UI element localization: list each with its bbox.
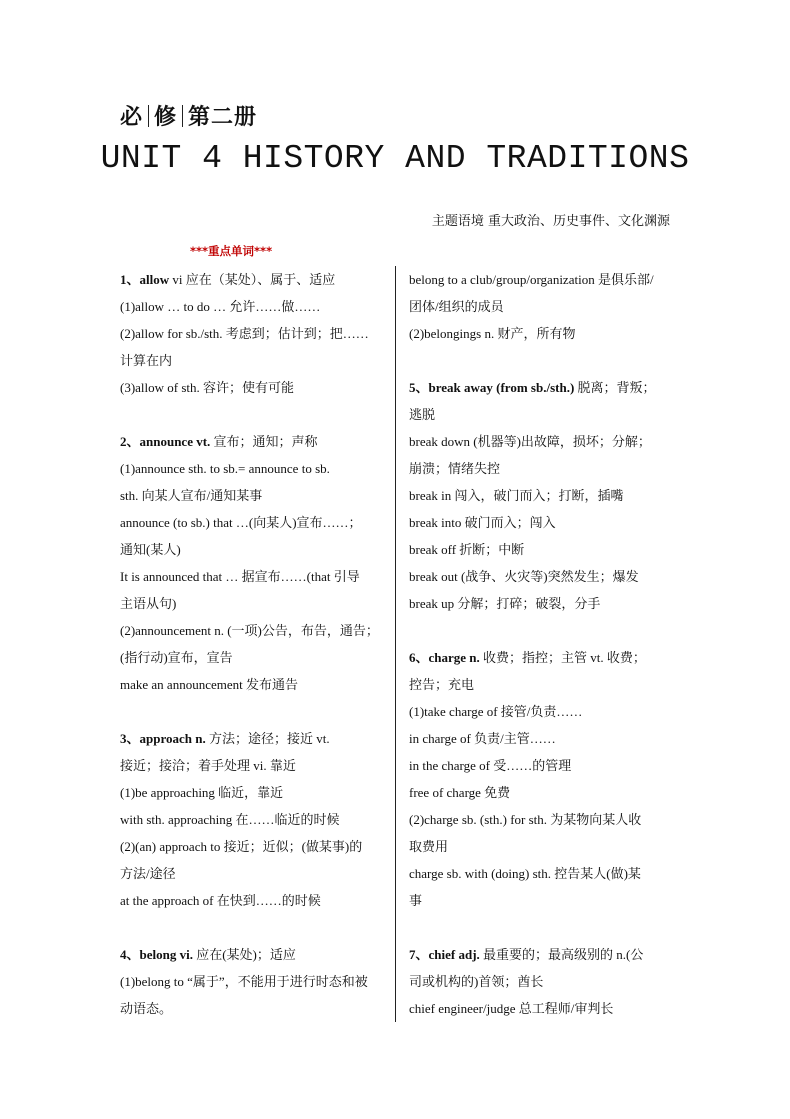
line-spacer	[120, 914, 382, 941]
entry-text: chief engineer/judge 总工程师/审判长	[409, 1001, 614, 1016]
entry-text-line	[120, 644, 382, 671]
entry-text: (1)announce sth. to sb.= announce to sb.	[120, 461, 330, 476]
entry-text-line	[409, 887, 671, 914]
entry-text: 收费；指控；主管 vt. 收费；	[479, 650, 646, 665]
line-spacer	[409, 347, 671, 374]
entry-text: sth. 向某人宣布/通知某事	[120, 488, 263, 503]
entry-text-line	[409, 968, 671, 995]
entry-text: break in 闯入，破门而入；打断，插嘴	[409, 488, 624, 503]
entry-headword: 3、approach n.	[120, 731, 206, 746]
entry-heading-line	[120, 266, 382, 293]
entry-headword: 7、chief adj.	[409, 947, 480, 962]
entry-text: 脱离；背叛；	[574, 380, 656, 395]
entry-text: announce (to sb.) that …(向某人)宣布……；	[120, 515, 362, 530]
entry-text: with sth. approaching 在……临近的时候	[120, 812, 340, 827]
entry-text: 动语态。	[120, 1001, 173, 1016]
entry-text: 最重要的；最高级别的 n.(公	[479, 947, 644, 962]
entry-text: 接近；接洽；着手处理 vi. 靠近	[120, 758, 296, 773]
right-column	[409, 266, 671, 1022]
entry-text-line	[409, 752, 671, 779]
entry-text: 应在(某处)；适应	[192, 947, 296, 962]
entry-text: (1)be approaching 临近，靠近	[120, 785, 284, 800]
entry-text-line	[120, 374, 382, 401]
line-spacer	[120, 698, 382, 725]
entry-text-line	[409, 293, 671, 320]
entry-text-line	[120, 752, 382, 779]
entry-text: 控告；充电	[409, 677, 475, 692]
entry-text: (2)allow for sb./sth. 考虑到；估计到；把……	[120, 326, 369, 341]
entry-text: break out (战争、火灾等)突然发生；爆发	[409, 569, 639, 584]
entry-text-line	[409, 995, 671, 1022]
entry-text: 崩溃；情绪失控	[409, 461, 501, 476]
entry-text-line	[120, 563, 382, 590]
entry-text-line	[409, 671, 671, 698]
entry-text: break down (机器等)出故障，损坏；分解；	[409, 434, 651, 449]
entry-text-line	[409, 509, 671, 536]
entry-text: in charge of 负责/主管……	[409, 731, 556, 746]
entry-text-line	[409, 401, 671, 428]
entry-text-line	[409, 266, 671, 293]
entry-headword: 4、belong vi.	[120, 947, 193, 962]
entry-text: (指行动)宣布，宣告	[120, 650, 233, 665]
entry-text: (1)allow … to do … 允许……做……	[120, 299, 321, 314]
entry-text-line	[409, 428, 671, 455]
entry-text: (2)belongings n. 财产，所有物	[409, 326, 576, 341]
key-words-header: ***重点单词***	[190, 244, 273, 258]
left-column	[120, 266, 382, 1022]
entry-text-line	[120, 968, 382, 995]
entry-heading-line	[120, 428, 382, 455]
entry-text: 通知(某人)	[120, 542, 181, 557]
entry-text-line	[120, 347, 382, 374]
entry-text-line	[409, 536, 671, 563]
entry-text: (1)belong to “属于”，不能用于进行时态和被	[120, 974, 368, 989]
book-label-part-1: 必	[120, 105, 144, 130]
entry-text-line	[409, 482, 671, 509]
entry-text: belong to a club/group/organization 是俱乐部/	[409, 272, 654, 287]
column-divider	[395, 266, 396, 1022]
entry-text: make an announcement 发布通告	[120, 677, 298, 692]
entry-text: break off 折断；中断	[409, 542, 525, 557]
entry-text-line	[120, 320, 382, 347]
entry-headword: 1、allow	[120, 272, 170, 287]
entry-text: 事	[409, 893, 423, 908]
theme-line: 主题语境 重大政治、历史事件、文化渊源	[431, 214, 670, 229]
entry-headword: 6、charge n.	[409, 650, 480, 665]
entry-text-line	[120, 509, 382, 536]
entry-text: 逃脱	[409, 407, 436, 422]
entry-text-line	[120, 617, 382, 644]
entry-headword: 5、break away (from sb./sth.)	[409, 380, 575, 395]
entry-text: vi 应在（某处）、属于、适应	[169, 272, 336, 287]
entry-text: (2)announcement n. (一项)公告，布告，通告；	[120, 623, 379, 638]
book-label	[120, 100, 257, 131]
entry-text: 方法/途径	[120, 866, 176, 881]
entry-text: 宣布；通知；声称	[210, 434, 318, 449]
entry-text-line	[120, 293, 382, 320]
entry-text: It is announced that … 据宣布……(that 引导	[120, 569, 360, 584]
entry-text: break into 破门而入；闯入	[409, 515, 556, 530]
entry-text-line	[120, 833, 382, 860]
entry-heading-line	[409, 644, 671, 671]
entry-text-line	[120, 995, 382, 1022]
line-spacer	[409, 914, 671, 941]
entry-heading-line	[120, 725, 382, 752]
entry-text-line	[409, 563, 671, 590]
entry-text-line	[409, 806, 671, 833]
entry-text: (3)allow of sth. 容许；使有可能	[120, 380, 295, 395]
entry-text: at the approach of 在快到……的时候	[120, 893, 321, 908]
entry-heading-line	[409, 941, 671, 968]
line-spacer	[409, 617, 671, 644]
entry-text-line	[120, 887, 382, 914]
entry-text: 方法；途径；接近 vt.	[205, 731, 330, 746]
book-label-separator	[148, 105, 149, 127]
line-spacer	[120, 401, 382, 428]
entry-text-line	[409, 779, 671, 806]
entry-text-line	[409, 833, 671, 860]
entry-text: 团体/组织的成员	[409, 299, 504, 314]
entry-text-line	[120, 536, 382, 563]
entry-text-line	[409, 860, 671, 887]
entry-text: in the charge of 受……的管理	[409, 758, 572, 773]
entry-text: charge sb. with (doing) sth. 控告某人(做)某	[409, 866, 641, 881]
entry-text: (2)(an) approach to 接近；近似；(做某事)的	[120, 839, 363, 854]
entry-text-line	[120, 779, 382, 806]
entry-text: break up 分解；打碎；破裂，分手	[409, 596, 601, 611]
entry-text: (1)take charge of 接管/负责……	[409, 704, 583, 719]
entry-text: (2)charge sb. (sth.) for sth. 为某物向某人收	[409, 812, 642, 827]
entry-text: 司或机构的)首领；酋长	[409, 974, 544, 989]
entry-text-line	[120, 482, 382, 509]
entry-headword: 2、announce vt.	[120, 434, 211, 449]
entry-text-line	[120, 455, 382, 482]
entry-text-line	[120, 590, 382, 617]
unit-title: UNIT 4 HISTORY AND TRADITIONS	[100, 140, 690, 177]
book-label-separator	[182, 105, 183, 127]
book-label-part-2: 修	[154, 105, 178, 130]
entry-text-line	[120, 806, 382, 833]
entry-text: 取费用	[409, 839, 449, 854]
entry-text-line	[120, 671, 382, 698]
entry-text-line	[120, 860, 382, 887]
entry-heading-line	[120, 941, 382, 968]
entry-text-line	[409, 455, 671, 482]
entry-text: 主语从句)	[120, 596, 177, 611]
entry-text-line	[409, 725, 671, 752]
entry-text-line	[409, 320, 671, 347]
entry-text: 计算在内	[120, 353, 173, 368]
book-label-part-3: 第二册	[188, 105, 258, 130]
entry-heading-line	[409, 374, 671, 401]
entry-text-line	[409, 590, 671, 617]
entry-text-line	[409, 698, 671, 725]
entry-text: free of charge 免费	[409, 785, 511, 800]
